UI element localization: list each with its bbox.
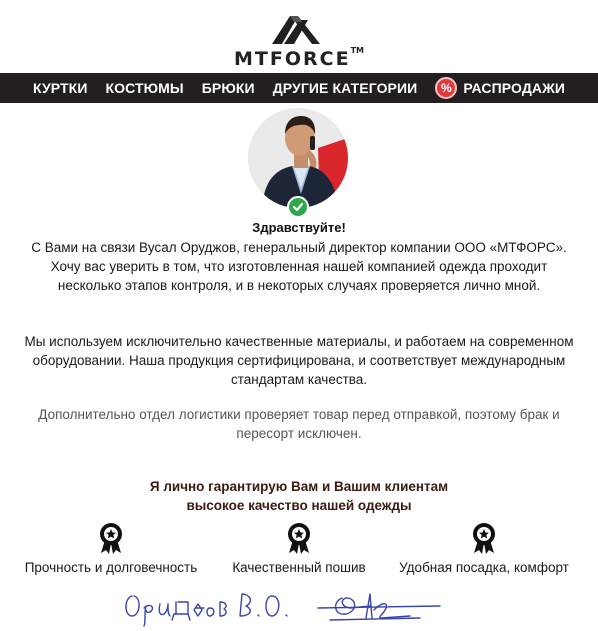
main-nav <box>0 73 598 103</box>
feature-item <box>199 522 399 575</box>
verified-check-icon <box>287 196 309 218</box>
greeting: Здравствуйте! <box>252 220 346 235</box>
brand-name-text: MTFORCE <box>234 48 351 70</box>
feature-label: Удобная посадка, комфорт <box>399 560 569 575</box>
mountain-logo-icon <box>268 10 328 46</box>
guarantee-statement <box>0 477 598 515</box>
nav-item-sales[interactable] <box>426 77 574 99</box>
nav-item-other-categories[interactable]: ДРУГИЕ КАТЕГОРИИ <box>272 80 418 96</box>
nav-item-trousers[interactable]: БРЮКИ <box>201 80 255 96</box>
percent-icon: % <box>435 77 457 99</box>
features-list <box>0 522 598 582</box>
award-ribbon-icon <box>98 522 124 554</box>
feature-label: Прочность и долговечность <box>24 560 198 575</box>
award-ribbon-icon <box>286 522 312 554</box>
feature-label: Качественный пошив <box>232 560 366 575</box>
award-ribbon-icon <box>471 522 497 554</box>
message-paragraph-2: Мы используем исключительно качественные материалы, и работаем на современном оборудовании. Наша продукция сертифицирована, и соответствует международным стандартам качества. <box>24 334 574 387</box>
brand-logo[interactable] <box>0 6 598 68</box>
message-paragraph-3: Дополнительно отдел логистики проверяет товар перед отправкой, поэтому брак и пересорт исключен. <box>38 407 560 441</box>
nav-item-suits[interactable]: КОСТЮМЫ <box>105 80 184 96</box>
handwritten-signature <box>120 588 480 628</box>
nav-item-sales-label: РАСПРОДАЖИ <box>463 80 566 96</box>
avatar <box>248 108 348 208</box>
message-paragraph-1: С Вами на связи Вусал Оруджов, генеральный директор компании ООО «МТФОРС». Хочу вас уверить в том, что изготовленная нашей компанией одежда проходит несколько этапов контроля, и в некоторых случаях проверяется лично мной. <box>31 240 567 293</box>
guarantee-line-1: Я лично гарантирую Вам и Вашим клиентам <box>149 479 449 494</box>
trademark-mark: TM <box>350 46 364 55</box>
feature-item <box>11 522 211 575</box>
guarantee-line-2: высокое качество нашей одежды <box>186 498 412 513</box>
brand-name <box>0 48 598 70</box>
feature-item <box>384 522 584 575</box>
nav-item-jackets[interactable]: КУРТКИ <box>32 80 88 96</box>
director-photo <box>248 108 348 208</box>
